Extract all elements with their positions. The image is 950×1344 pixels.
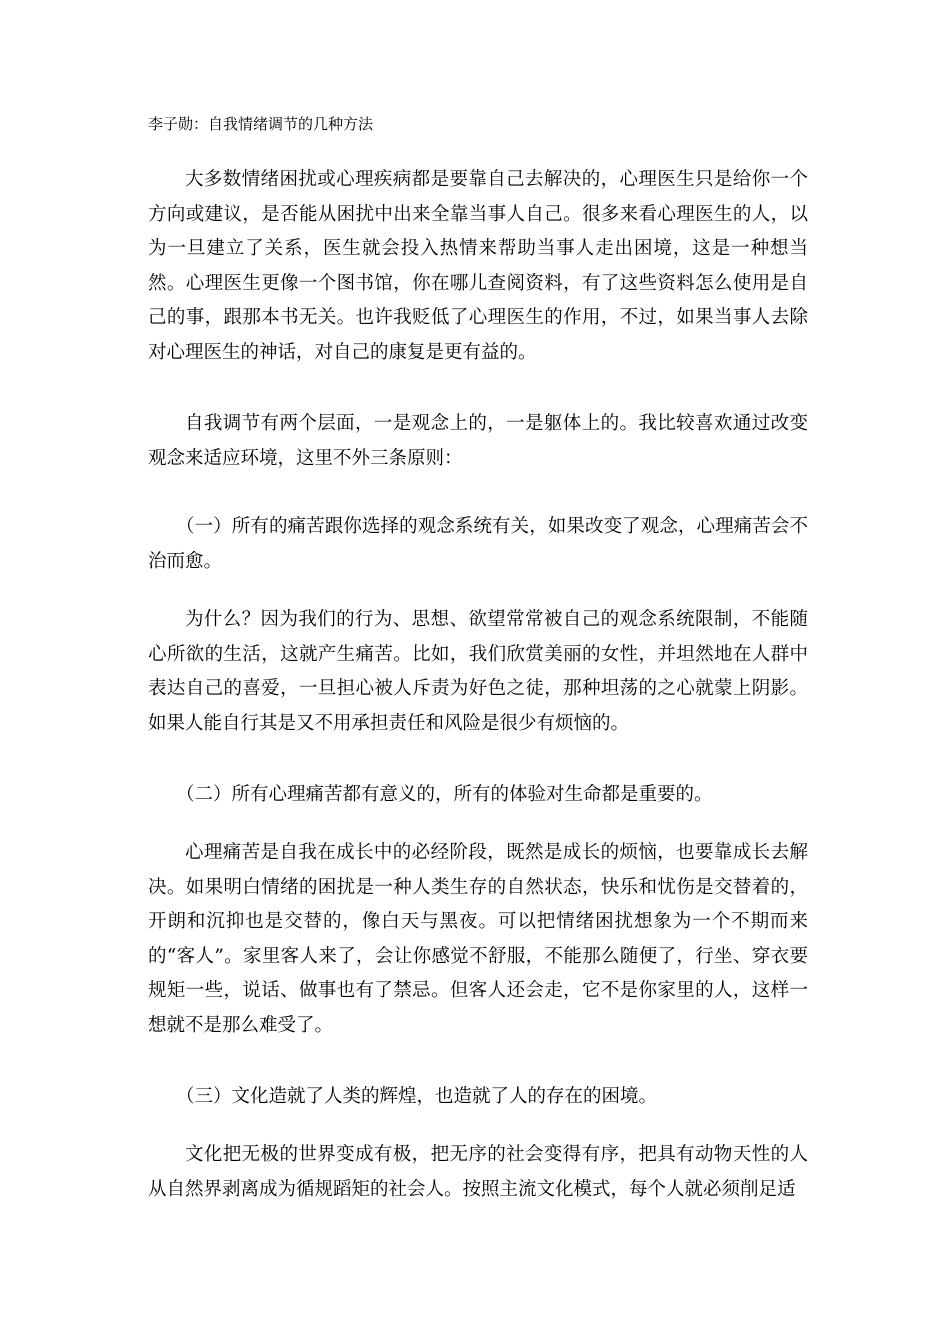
principle-two-heading: （二）所有心理痛苦都有意义的，所有的体验对生命都是重要的。 bbox=[176, 784, 713, 805]
paragraph-two-levels: 自我调节有两个层面，一是观念上的，一是躯体上的。我比较喜欢通过改变观念来适应环境，这里不外三条原则： bbox=[148, 413, 808, 469]
principle-one-heading: （一）所有的痛苦跟你选择的观念系统有关，如果改变了观念，心理痛苦会不治而愈。 bbox=[148, 516, 808, 572]
paragraph-principle-two: 心理痛苦是自我在成长中的必经阶段，既然是成长的烦恼，也要靠成长去解决。如果明白情绪的困扰是一种人类生存的自然状态，快乐和忧伤是交替着的，开朗和沉抑也是交替的，像白天与黑夜。可以把情绪困扰想象为一个不期而来的“客人”。家里客人来了，会让你感觉不舒服，不能那么随便了，行坐、穿衣要规矩一些，说话、做事也有了禁忌。但客人还会走，它不是你家里的人，这样一想就不是那么难受了。 bbox=[148, 842, 808, 1036]
paragraph-principle-one: 为什么？因为我们的行为、思想、欲望常常被自己的观念系统限制，不能随心所欲的生活，这就产生痛苦。比如，我们欣赏美丽的女性，并坦然地在人群中表达自己的喜爱，一旦担心被人斥责为好色之徒，那种坦荡的之心就蒙上阴影。如果人能自行其是又不用承担责任和风险是很少有烦恼的。 bbox=[148, 609, 808, 734]
document-title: 李子勋：自我情绪调节的几种方法 bbox=[148, 115, 374, 133]
paragraph-intro: 大多数情绪困扰或心理疾病都是要靠自己去解决的，心理医生只是给你一个方向或建议，是否能从困扰中出来全靠当事人自己。很多来看心理医生的人，以为一旦建立了关系，医生就会投入热情来帮助当事人走出困境，这是一种想当然。心理医生更像一个图书馆，你在哪儿查阅资料，有了这些资料怎么使用是自己的事，跟那本书无关。也许我贬低了心理医生的作用，不过，如果当事人去除对心理医生的神话，对自己的康复是更有益的。 bbox=[148, 169, 808, 363]
principle-three-heading: （三）文化造就了人类的辉煌，也造就了人的存在的困境。 bbox=[176, 1086, 658, 1107]
paragraph-principle-three: 文化把无极的世界变成有极，把无序的社会变得有序，把具有动物天性的人从自然界剥离成为循规蹈矩的社会人。按照主流文化模式，每个人就必须削足适 bbox=[148, 1144, 808, 1200]
